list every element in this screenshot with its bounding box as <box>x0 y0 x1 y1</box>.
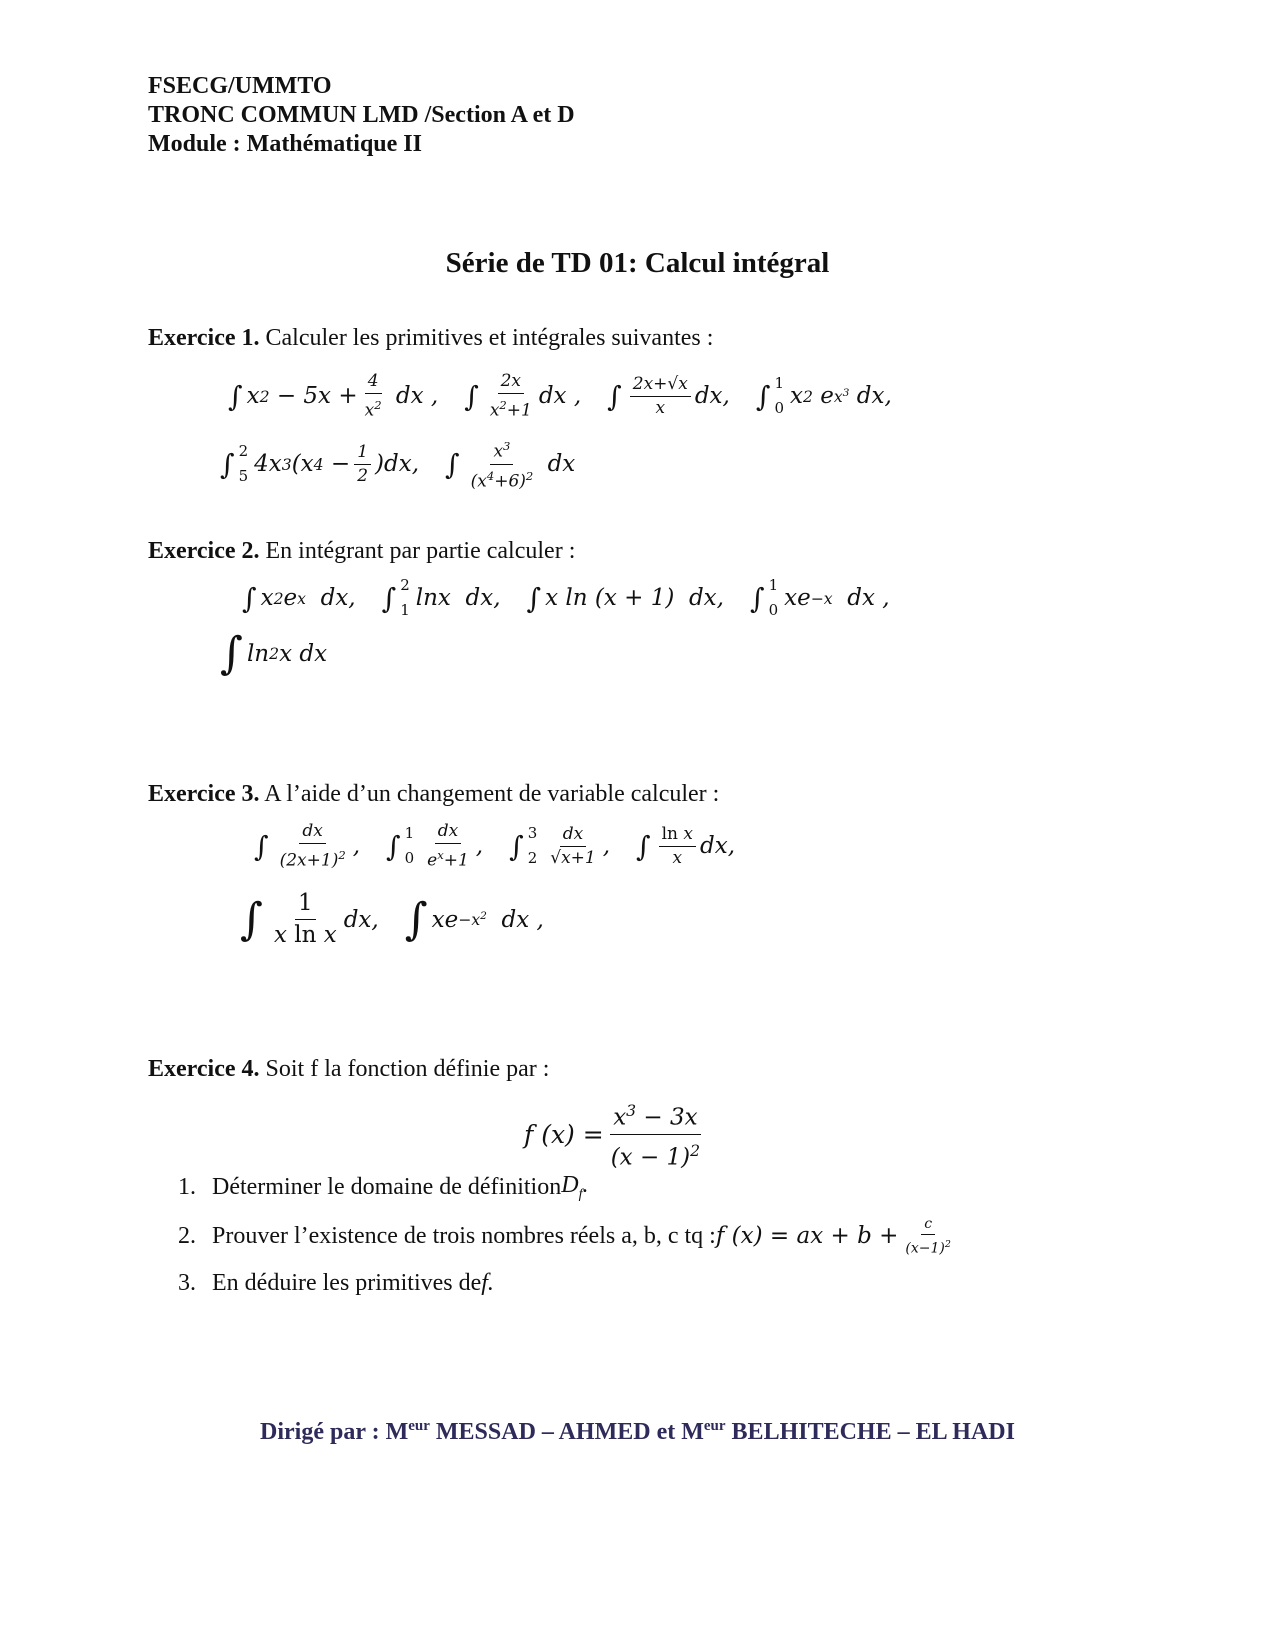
formula: ∫ 1 0 dx $e^x+1$ , <box>386 821 484 871</box>
formula: ∫ $x^3$ $(x^4+6)^2$ dx <box>445 439 576 492</box>
footer-prefix: Dirigé par : M <box>260 1419 409 1445</box>
list-item <box>178 1216 958 1257</box>
list-item-text: En déduire les primitives de <box>212 1270 482 1296</box>
formula: ∫ 2 1 lnx dx, <box>381 576 501 619</box>
formula: ∫ 1 x ln x dx, <box>240 890 379 948</box>
page-title: Série de TD 01: Calcul intégral <box>445 247 830 279</box>
footer-sup-1: eur <box>408 1418 430 1434</box>
exercise-3-label: Exercice 3. <box>148 781 260 807</box>
exercise-2-formulas-row-1 <box>242 578 890 618</box>
formula: ∫ 2x $x^2+1$ dx , <box>464 371 582 421</box>
formula: f (x) = $x^3 - 3x$ $(x - 1)^2$ <box>524 1097 707 1171</box>
list-item <box>178 1172 588 1203</box>
header-line-3: Module : Mathématique II <box>148 131 422 157</box>
formula: ∫ 1 0 x 2 e $x^3$ dx, <box>755 374 892 418</box>
formula: ∫ x 2 − 5x + 4 $x^2$ dx , <box>228 371 439 421</box>
function-definition <box>524 1097 707 1171</box>
exercise-4-label: Exercice 4. <box>148 1056 260 1082</box>
header-line-1: FSECG/UMMTO <box>148 73 332 99</box>
footer-credits <box>0 1418 1275 1446</box>
formula: ∫ 1 0 xe −x dx , <box>749 576 890 619</box>
exercise-4-text: Soit f la fonction définie par : <box>265 1056 550 1082</box>
domain-symbol: $D_f$. <box>561 1172 589 1202</box>
footer-name-1: MESSAD – AHMED et M <box>429 1419 704 1445</box>
exercise-3-heading <box>148 781 719 808</box>
formula: ∫ 2x+√x x dx, <box>607 373 730 418</box>
exercise-3-formulas-row-1 <box>254 822 735 871</box>
list-item-text: Déterminer le domaine de définition <box>212 1173 562 1200</box>
exercise-3-formulas-row-2 <box>240 890 544 949</box>
formula: ∫ x 2 e x dx, <box>242 581 356 615</box>
institution-header <box>148 72 575 159</box>
formula: f (x) = ax + b + c $(x-1)^2$ <box>715 1216 951 1257</box>
list-item-number: 2. <box>178 1222 196 1249</box>
formula: ∫ ln 2 x dx <box>220 628 328 679</box>
formula: ∫ 3 2 dx √x+1 , <box>509 823 611 868</box>
list-item-text: Prouver l’existence de trois nombres réels a, b, c tq : <box>212 1222 716 1249</box>
list-item-number: 1. <box>178 1173 196 1200</box>
list-item <box>178 1270 494 1297</box>
footer-sup-2: eur <box>703 1418 726 1434</box>
header-line-2: TRONC COMMUN LMD /Section A et D <box>148 102 575 128</box>
exercise-1-formulas-row-2 <box>220 437 575 491</box>
exercise-1-heading <box>148 325 713 352</box>
exercise-4-heading <box>148 1056 549 1083</box>
formula: ∫ dx $(2x+1)^2$ , <box>254 821 360 871</box>
exercise-1-formulas-row-1 <box>228 372 892 421</box>
function-symbol: f. <box>481 1270 494 1296</box>
list-item-number: 3. <box>178 1270 196 1296</box>
exercise-2-text: En intégrant par partie calculer : <box>265 538 576 564</box>
exercise-2-label: Exercice 2. <box>148 538 260 564</box>
footer-name-2: BELHITECHE – EL HADI <box>725 1419 1015 1445</box>
formula: ∫ ln x x dx, <box>636 823 736 868</box>
exercise-3-text: A l’aide d’un changement de variable calculer : <box>264 781 720 807</box>
formula: ∫ 2 5 4x 3 (x 4 − 1 2 )dx, <box>220 441 420 486</box>
exercise-2-formulas-row-2 <box>220 628 327 679</box>
exercise-1-label: Exercice 1. <box>148 325 260 351</box>
exercise-1-text: Calculer les primitives et intégrales suivantes : <box>265 325 714 351</box>
formula: ∫ x ln (x + 1) dx, <box>526 581 724 615</box>
formula: ∫ xe $-x^2$ dx , <box>404 894 544 945</box>
exercise-2-heading <box>148 538 575 565</box>
